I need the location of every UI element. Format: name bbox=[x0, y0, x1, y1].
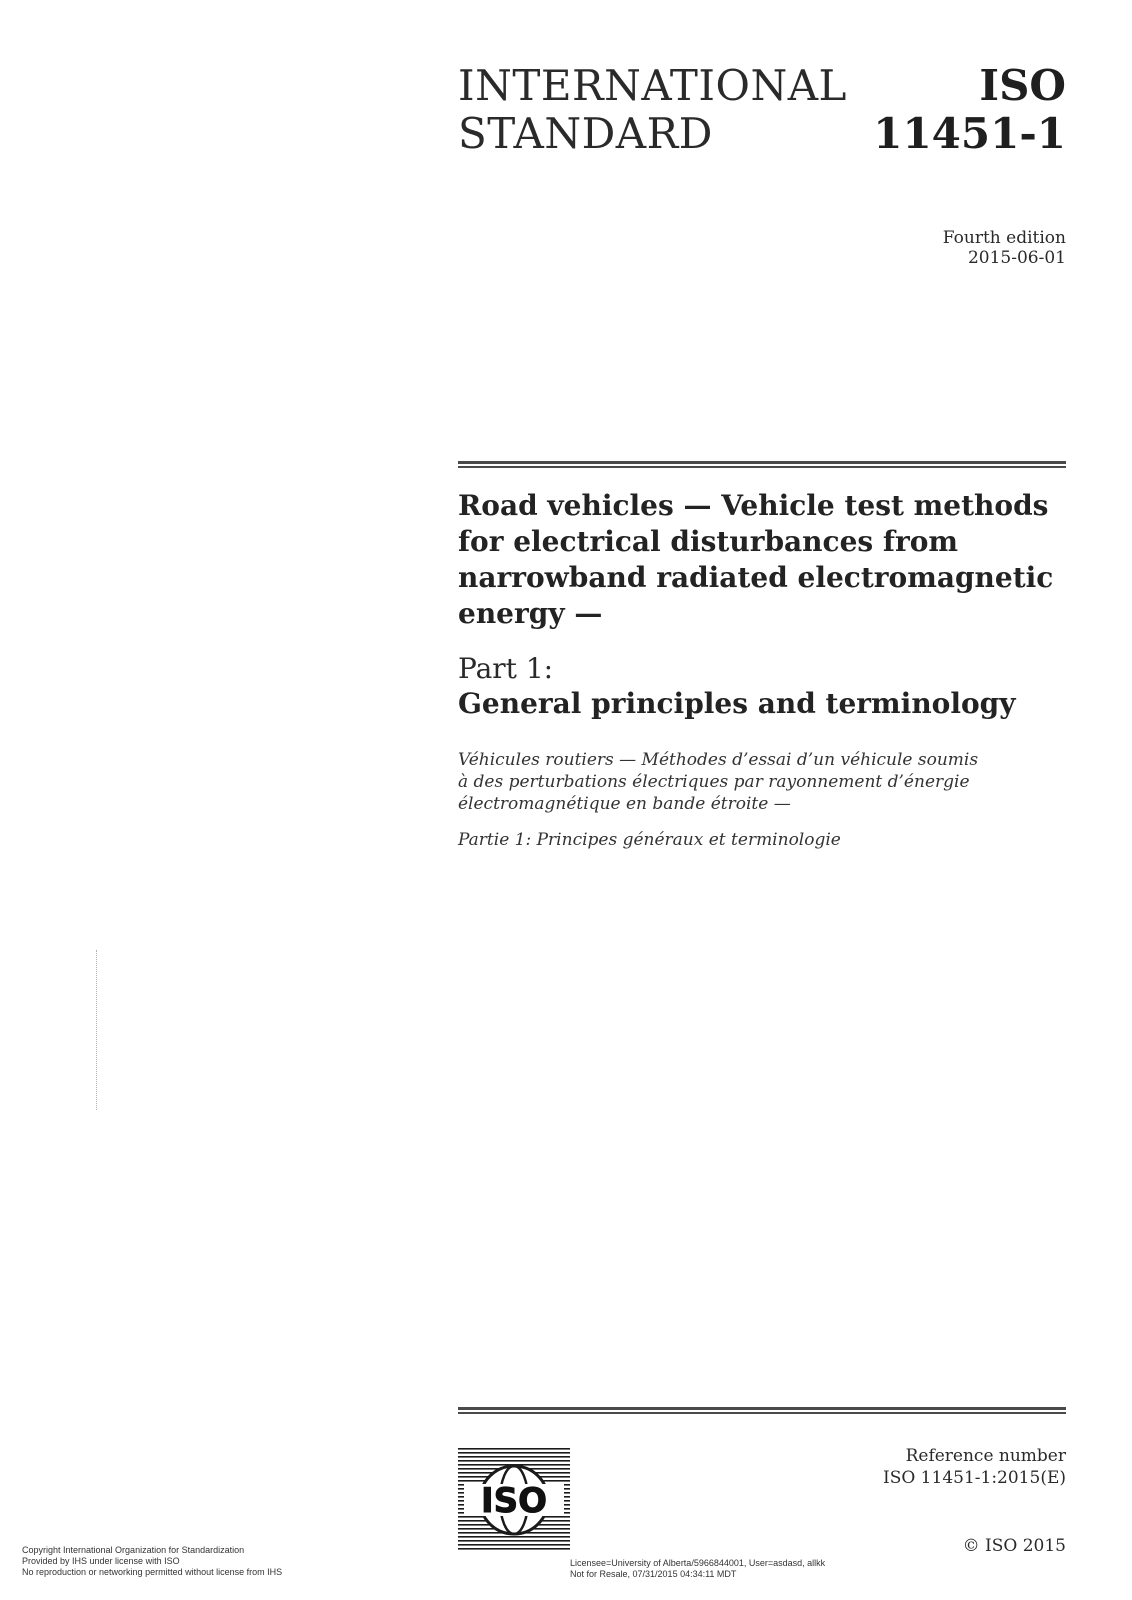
license-line: Provided by IHS under license with ISO bbox=[22, 1556, 180, 1566]
french-title-line-3: électromagnétique en bande étroite — bbox=[458, 794, 791, 814]
licensee-line: Licensee=University of Alberta/5966844001, User=asdasd, allkk bbox=[570, 1558, 826, 1568]
french-title bbox=[458, 749, 1058, 815]
french-title-line-1: Véhicules routiers — Méthodes d’essai d’un véhicule soumis bbox=[458, 750, 979, 770]
license-line: No reproduction or networking permitted without license from IHS bbox=[22, 1567, 283, 1577]
edition-label: Fourth edition bbox=[942, 228, 1066, 248]
reference-block bbox=[766, 1445, 1066, 1489]
main-title-line-1: Road vehicles — Vehicle test methods bbox=[458, 489, 1049, 522]
main-title-line-3: narrowband radiated electromagnetic bbox=[458, 561, 1054, 594]
edition-date: 2015-06-01 bbox=[967, 248, 1066, 268]
document-type-line-1: INTERNATIONAL bbox=[458, 61, 847, 110]
standard-number-value: 11451-1 bbox=[873, 109, 1066, 158]
resale-line: Not for Resale, 07/31/2015 04:34:11 MDT bbox=[570, 1569, 737, 1579]
standard-prefix: ISO bbox=[979, 61, 1066, 110]
reference-label: Reference number bbox=[905, 1446, 1066, 1466]
main-title-line-4: energy — bbox=[458, 597, 603, 630]
french-title-line-2: à des perturbations électriques par rayonnement d’énergie bbox=[458, 772, 970, 792]
title-top-rule bbox=[458, 461, 1066, 468]
iso-logo bbox=[458, 1448, 570, 1552]
iso-logo-text: ISO bbox=[480, 1481, 548, 1521]
margin-dotted-line bbox=[96, 950, 97, 1110]
main-title-line-2: for electrical disturbances from bbox=[458, 525, 959, 558]
french-part-title: Partie 1: Principes généraux et terminologie bbox=[458, 830, 841, 850]
license-notice-left bbox=[22, 1545, 382, 1578]
main-title bbox=[458, 488, 1078, 632]
license-line: Copyright International Organization for Standardization bbox=[22, 1545, 245, 1555]
copyright-notice: © ISO 2015 bbox=[962, 1536, 1066, 1556]
footer-top-rule bbox=[458, 1407, 1066, 1414]
document-type-line-2: STANDARD bbox=[458, 109, 713, 158]
reference-number: ISO 11451-1:2015(E) bbox=[882, 1468, 1066, 1488]
part-title: General principles and terminology bbox=[458, 687, 1016, 720]
part-label: Part 1: bbox=[458, 652, 554, 685]
edition-block bbox=[766, 228, 1066, 268]
license-notice-right bbox=[570, 1558, 970, 1580]
standard-number bbox=[806, 62, 1066, 158]
